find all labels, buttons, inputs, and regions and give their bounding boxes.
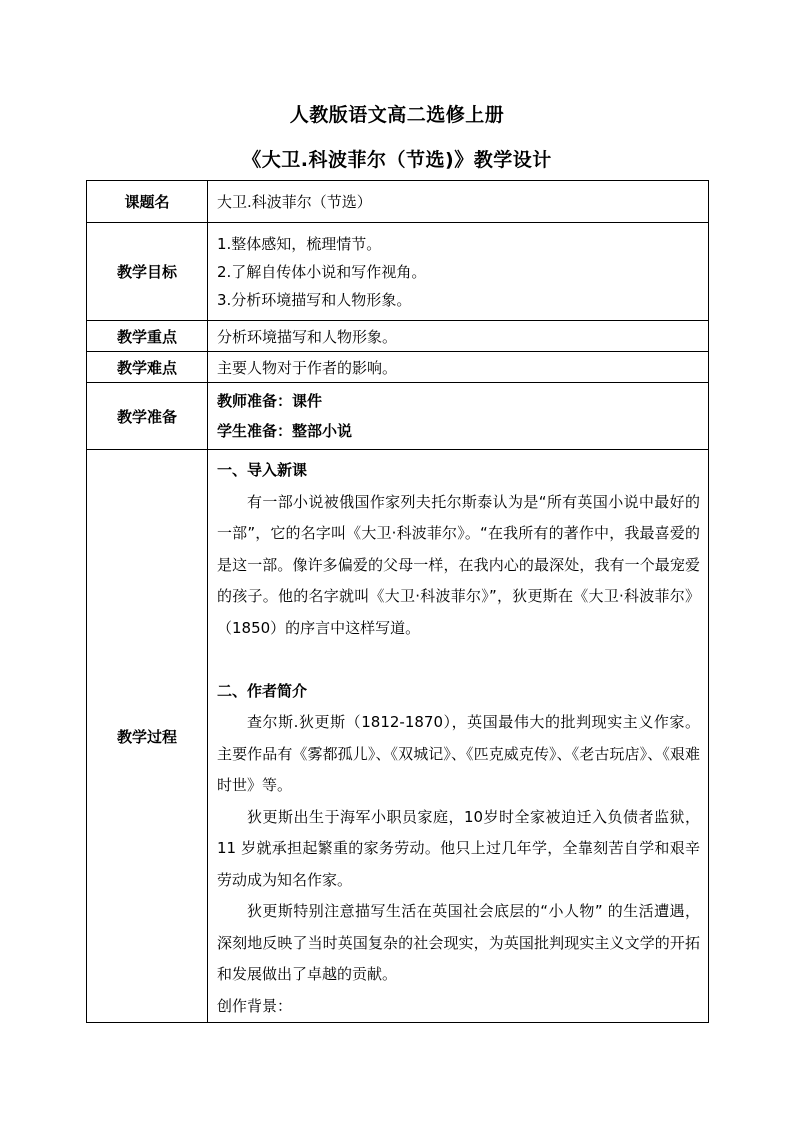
- student-preparation: 学生准备：整部小说: [217, 422, 353, 440]
- section1-paragraph: 有一部小说被俄国作家列夫托尔斯泰认为是“所有英国小说中最好的一部”，它的名字叫《大卫·科波菲尔》。“在我所有的著作中，我最喜爱的是这一部。像许多偏爱的父母一样，在我内心的最深处，我有一个最宠爱的孩子。他的名字就叫《大卫·科波菲尔》”，狄更斯在《大卫·科波菲尔》（1850）的序言中这样写道。: [217, 492, 700, 637]
- preparation-label: 教学准备: [87, 383, 208, 450]
- table-row-goals: [87, 223, 709, 321]
- section2-paragraph-3: 狄更斯特别注意描写生活在英国社会底层的“小人物” 的生活遭遇，深刻地反映了当时英国复杂的社会现实，为英国批判现实主义文学的开拓和发展做出了卓越的贡献。: [217, 902, 700, 983]
- lesson-plan-table: [86, 180, 709, 1023]
- difficulty-value: 主要人物对于作者的影响。: [208, 352, 709, 383]
- background-label: 创作背景：: [217, 996, 293, 1015]
- teacher-preparation: 教师准备：课件: [217, 392, 323, 410]
- process-label: 教学过程: [87, 450, 208, 1023]
- preparation-value: [208, 383, 709, 450]
- goals-list: [208, 223, 709, 321]
- table-row-topic: [87, 181, 709, 223]
- goals-label: 教学目标: [87, 223, 208, 321]
- process-content: [208, 450, 709, 1023]
- table-row-process: [87, 450, 709, 1023]
- section1-heading: 一、导入新课: [217, 461, 308, 479]
- spacer: [217, 644, 700, 676]
- document-title-line2: 《大卫.科波菲尔（节选)》教学设计: [242, 149, 552, 171]
- key-points-value: 分析环境描写和人物形象。: [208, 321, 709, 352]
- difficulty-label: 教学难点: [87, 352, 208, 383]
- table-row-difficulty: [87, 352, 709, 383]
- section2-paragraph-2: 狄更斯出生于海军小职员家庭，10岁时全家被迫迁入负债者监狱，11 岁就承担起繁重的家务劳动。他只上过几年学，全靠刻苦自学和艰辛劳动成为知名作家。: [217, 807, 700, 889]
- topic-value: 大卫.科波菲尔（节选）: [208, 181, 709, 223]
- topic-label: 课题名: [87, 181, 208, 223]
- document-title-line1: 人教版语文高二选修上册: [289, 104, 505, 126]
- section2-paragraph-1: 查尔斯.狄更斯（1812-1870），英国最伟大的批判现实主义作家。主要作品有《雾都孤儿》、《双城记》、《匹克威克传》、《老古玩店》、《艰难时世》等。: [217, 713, 700, 794]
- key-points-label: 教学重点: [87, 321, 208, 352]
- goal-item: 3.分析环境描写和人物形象。: [217, 290, 412, 309]
- table-row-preparation: [87, 383, 709, 450]
- goal-item: 1.整体感知，梳理情节。: [217, 234, 382, 253]
- table-row-key-points: [87, 321, 709, 352]
- section2-heading: 二、作者简介: [217, 681, 308, 700]
- goal-item: 2.了解自传体小说和写作视角。: [217, 262, 427, 281]
